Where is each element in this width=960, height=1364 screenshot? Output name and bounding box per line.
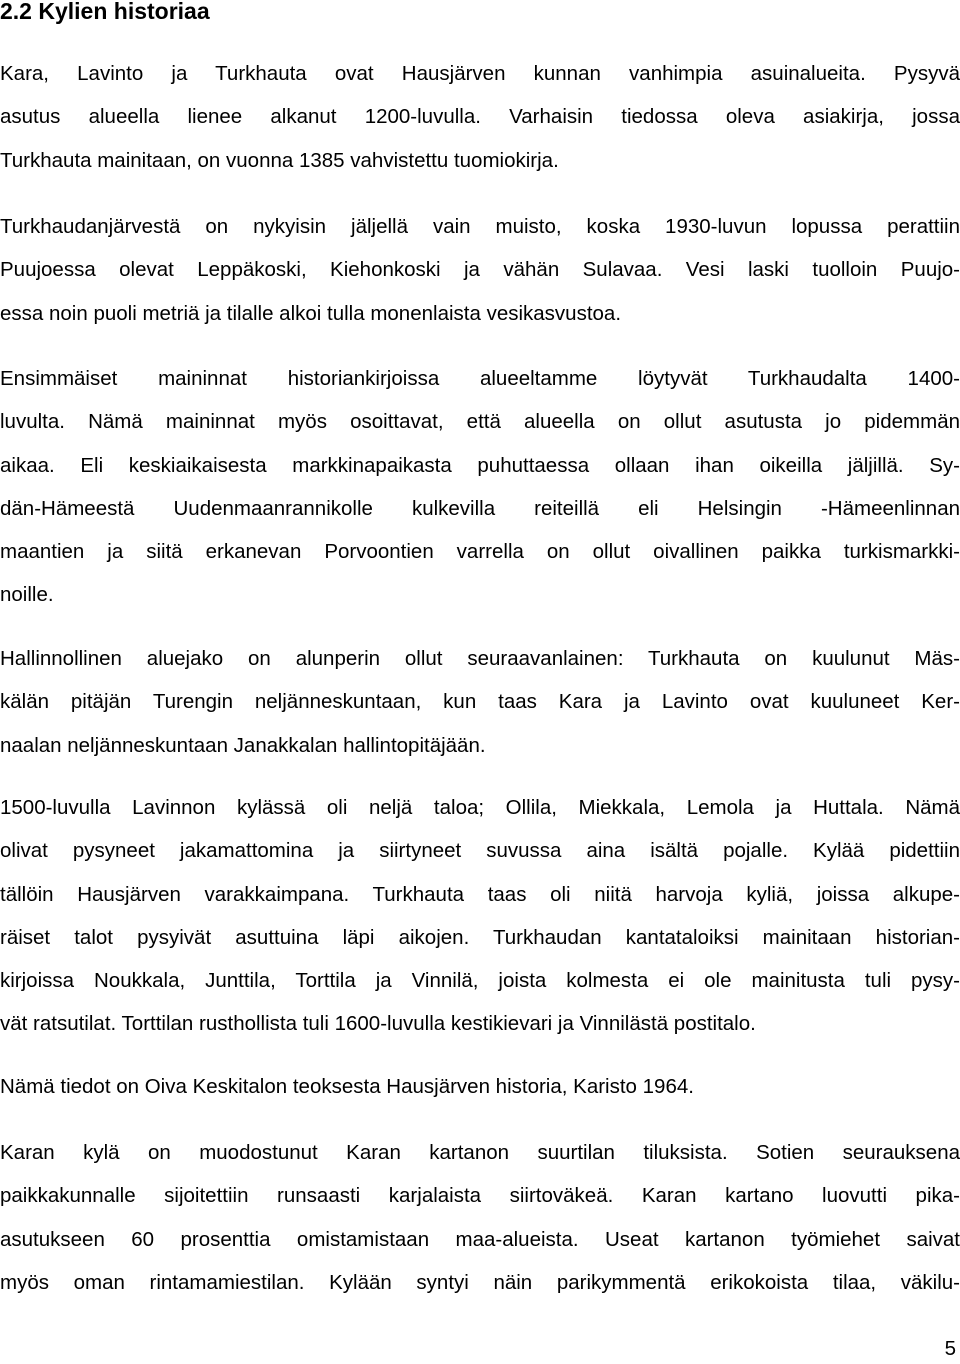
- text-line: tällöin Hausjärven varakkaimpana. Turkhauta taas oli niitä harvoja kyliä, joissa alkupe-: [0, 882, 960, 906]
- section-heading: 2.2 Kylien historiaa: [0, 0, 210, 24]
- paragraph-2: [0, 205, 960, 335]
- text-line: Turkhaudanjärvestä on nykyisin jäljellä vain muisto, koska 1930-luvun lopussa perattiin: [0, 215, 960, 238]
- text-line: essa noin puoli metriä ja tilalle alkoi tulla monenlaista vesikasvustoa.: [0, 301, 622, 325]
- text-line: Karan kylä on muodostunut Karan kartanon suurtilan tiluksista. Sotien seurauksena: [0, 1141, 960, 1164]
- text-line: Nämä tiedot on Oiva Keskitalon teoksesta Hausjärven historia, Karisto 1964.: [0, 1075, 694, 1098]
- paragraph-3: [0, 357, 960, 617]
- paragraph-1: [0, 52, 960, 182]
- text-line: myös oman rintamamiestilan. Kylään syntyi näin parikymmentä erikokoista tilaa, väkilu-: [0, 1270, 960, 1294]
- text-line: Kara, Lavinto ja Turkhauta ovat Hausjärven kunnan vanhimpia asuinalueita. Pysyvä: [0, 62, 960, 85]
- text-line: kirjoissa Noukkala, Junttila, Torttila ja Vinnilä, joista kolmesta ei ole mainitusta tuli pysy-: [0, 969, 960, 993]
- paragraph-7-body: [0, 1131, 960, 1304]
- text-line: asutus alueella lienee alkanut 1200-luvulla. Varhaisin tiedossa oleva asiakirja, jossa: [0, 105, 960, 129]
- text-line: paikkakunnalle sijoitettiin runsaasti karjalaista siirtoväkeä. Karan kartano luovutti pika-: [0, 1184, 960, 1208]
- text-line: räiset talot pysyivät asuttuina läpi aikojen. Turkhaudan kantataloiksi mainitaan historian-: [0, 925, 960, 949]
- text-line: Ensimmäiset maininnat historiankirjoissa alueeltamme löytyvät Turkhaudalta 1400-: [0, 367, 960, 390]
- text-line: Hallinnollinen aluejako on alunperin ollut seuraavanlainen: Turkhauta on kuulunut Mäs-: [0, 647, 960, 670]
- text-line: kälän pitäjän Turengin neljänneskuntaan, kun taas Kara ja Lavinto ovat kuuluneet Ker-: [0, 690, 960, 714]
- text-line: noille.: [0, 583, 54, 607]
- paragraph-5: [0, 786, 960, 1046]
- text-line: asutukseen 60 prosenttia omistamistaan maa-alueista. Useat kartanon työmiehet saivat: [0, 1227, 960, 1251]
- text-line: maantien ja siitä erkanevan Porvoontien varrella on ollut oivallinen paikka turkismarkki-: [0, 540, 960, 564]
- paragraph-6: [0, 1065, 960, 1108]
- text-line: Puujoessa olevat Leppäkoski, Kiehonkoski ja vähän Sulavaa. Vesi laski tuolloin Puujo-: [0, 258, 960, 282]
- text-line: Turkhauta mainitaan, on vuonna 1385 vahvistettu tuomiokirja.: [0, 148, 559, 172]
- page-number: 5: [944, 1337, 956, 1360]
- text-line: vät ratsutilat. Torttilan rusthollista tuli 1600-luvulla kestikievari ja Vinnilästä postitalo.: [0, 1012, 756, 1036]
- text-line: luvulta. Nämä maininnat myös osoittavat, että alueella on ollut asutusta jo pidemmän: [0, 410, 960, 434]
- paragraph-4: [0, 637, 960, 767]
- text-line: aikaa. Eli keskiaikaisesta markkinapaikasta puhuttaessa ollaan ihan oikeilla jäljillä. Sy-: [0, 453, 960, 477]
- text-line: olivat pysyneet jakamattomina ja siirtyneet suvussa aina isältä pojalle. Kylää pidettiin: [0, 839, 960, 863]
- text-line: dän-Hämeestä Uudenmaanrannikolle kulkevilla reiteillä eli Helsingin -Hämeenlinnan: [0, 496, 960, 520]
- text-line: naalan neljänneskuntaan Janakkalan hallintopitäjään.: [0, 733, 486, 757]
- text-line: 1500-luvulla Lavinnon kylässä oli neljä taloa; Ollila, Miekkala, Lemola ja Huttala. Nämä: [0, 796, 960, 819]
